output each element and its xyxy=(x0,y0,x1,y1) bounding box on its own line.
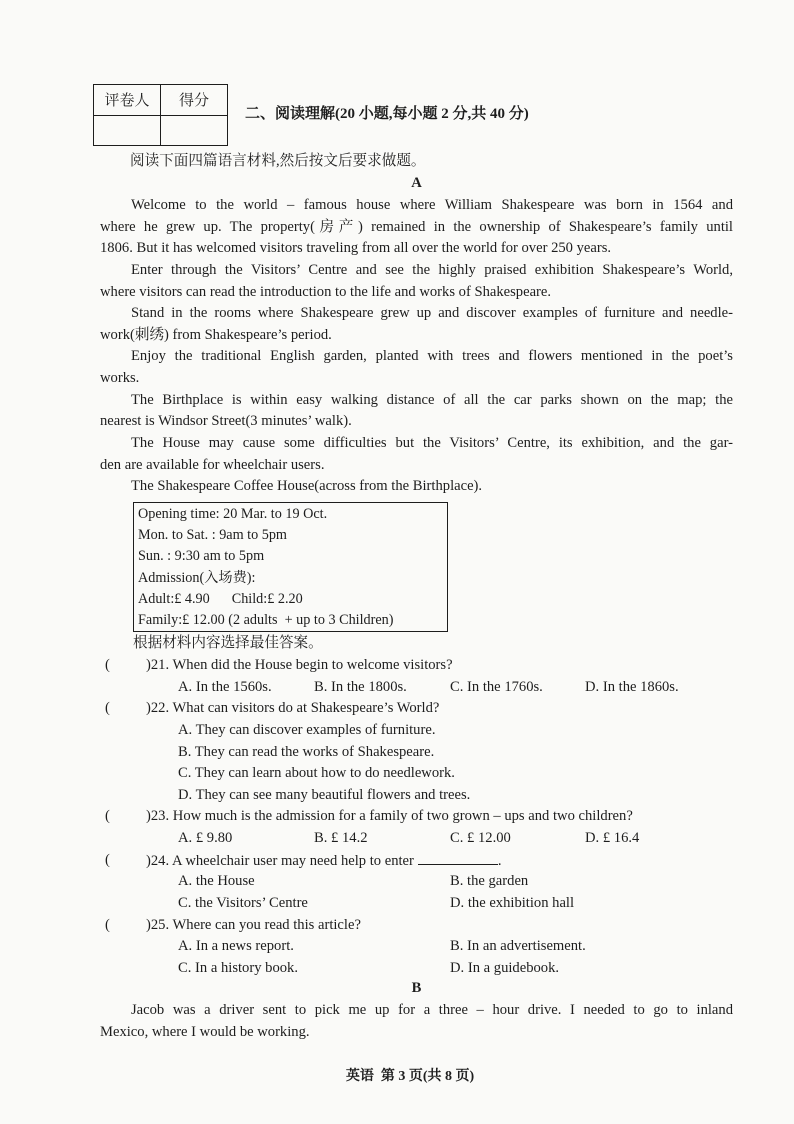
passage-a-paragraph xyxy=(100,433,733,476)
passage-a-label: A xyxy=(411,175,422,191)
answer-bracket-close: ) xyxy=(146,657,151,673)
family-price: Family:£ 12.00 (2 adults + up to 3 Children) xyxy=(138,611,394,628)
question-22-option-row xyxy=(100,785,733,807)
question-23 xyxy=(100,806,733,828)
question-list xyxy=(100,655,733,980)
passage-line: Enter through the Visitors’ Centre and see the highly praised exhibition Shakespeare’s World, xyxy=(131,261,733,278)
passage-line: Stand in the rooms where Shakespeare grew up and discover examples of furniture and needle- xyxy=(131,305,733,322)
score-cell xyxy=(161,115,228,146)
option-21-b: B. In the 1800s. xyxy=(314,678,407,695)
question-22-option-row xyxy=(100,742,733,764)
option-24-d: D. the exhibition hall xyxy=(450,895,575,912)
score-table-header-row xyxy=(94,85,228,116)
answer-bracket-close: ) xyxy=(146,700,151,717)
passage-line: The House may cause some difficulties but the Visitors’ Centre, its exhibition, and the gar- xyxy=(131,435,733,452)
question-stem: How much is the admission for a family of two grown – ups and two children? xyxy=(172,808,633,825)
fill-in-blank xyxy=(418,850,498,865)
individual-prices xyxy=(138,589,447,610)
section-title: 二、阅读理解(20 小题,每小题 2 分,共 40 分) xyxy=(245,106,529,122)
question-21 xyxy=(100,655,733,677)
question-25 xyxy=(100,915,733,937)
child-price: Child:£ 2.20 xyxy=(231,590,303,607)
question-22 xyxy=(100,698,733,720)
option-23-b: B. £ 14.2 xyxy=(314,830,368,847)
question-24 xyxy=(100,850,733,872)
option-22-a: A. They can discover examples of furniture. xyxy=(178,721,436,738)
question-22-option-row xyxy=(100,763,733,785)
option-21-c: C. In the 1760s. xyxy=(450,678,543,695)
question-21-options xyxy=(100,677,733,699)
answer-bracket-open: ( xyxy=(105,851,110,868)
answer-bracket-open: ( xyxy=(105,657,110,673)
passage-line: The Shakespeare Coffee House(across from the Birthplace). xyxy=(131,478,483,495)
admission-label: Admission(入场费): xyxy=(138,569,256,586)
option-21-d: D. In the 1860s. xyxy=(585,678,679,695)
coffee-house-info-box xyxy=(133,502,448,632)
option-25-c: C. In a history book. xyxy=(178,959,298,976)
passage-line: Mexico, where I would be working. xyxy=(100,1023,310,1040)
question-number: 23. xyxy=(150,808,170,825)
passage-line: works. xyxy=(100,370,140,387)
passage-line: den are available for wheelchair users. xyxy=(100,456,325,473)
passage-line: nearest is Windsor Street(3 minutes’ walk). xyxy=(100,413,352,430)
weekday-hours: Mon. to Sat. : 9am to 5pm xyxy=(138,527,287,544)
option-23-c: C. £ 12.00 xyxy=(450,830,511,847)
question-23-options xyxy=(100,828,733,850)
passage-line: Enjoy the traditional English garden, planted with trees and flowers mentioned in the poet’s xyxy=(131,348,733,365)
passage-line: Welcome to the world – famous house where William Shakespeare was born in 1564 and xyxy=(131,197,733,213)
question-number: 25. xyxy=(150,916,170,933)
sunday-hours: Sun. : 9:30 am to 5pm xyxy=(138,548,265,565)
passage-b-paragraph xyxy=(100,1000,733,1043)
question-24-option-row xyxy=(100,893,733,915)
question-stem: What can visitors do at Shakespeare’s World? xyxy=(172,700,440,717)
score-table xyxy=(93,84,228,146)
option-24-c: C. the Visitors’ Centre xyxy=(178,895,308,912)
grader-header: 评卷人 xyxy=(94,85,161,116)
reading-instruction: 阅读下面四篇语言材料,然后按文后要求做题。 xyxy=(130,153,426,169)
answer-bracket-open: ( xyxy=(105,916,110,933)
adult-price: Adult:£ 4.90 xyxy=(138,590,210,607)
answer-bracket-open: ( xyxy=(105,700,110,717)
passage-line: work(刺绣) from Shakespeare’s period. xyxy=(100,326,332,343)
option-23-a: A. £ 9.80 xyxy=(178,830,233,847)
question-number: 24. xyxy=(150,852,170,869)
question-number: 21. xyxy=(150,657,170,673)
option-22-b: B. They can read the works of Shakespeare. xyxy=(178,743,435,760)
passage-line: The Birthplace is within easy walking distance of all the car parks shown on the map; the xyxy=(131,391,733,408)
question-25-stem-line xyxy=(146,915,361,937)
passage-a-paragraph xyxy=(100,476,733,498)
passage-a-paragraph xyxy=(100,303,733,346)
question-23-stem-line xyxy=(146,806,633,828)
passage-a xyxy=(100,195,733,498)
passage-a-paragraph xyxy=(100,390,733,433)
question-number: 22. xyxy=(150,700,170,717)
mcq-instruction: 根据材料内容选择最佳答案。 xyxy=(133,635,323,651)
question-21-stem-line xyxy=(146,655,453,677)
answer-bracket-close: ) xyxy=(146,808,151,825)
passage-b-label: B xyxy=(411,980,422,996)
passage-line: where visitors can read the introduction to the life and works of Shakespeare. xyxy=(100,283,552,300)
option-21-a: A. In the 1560s. xyxy=(178,678,272,695)
option-22-c: C. They can learn about how to do needlework. xyxy=(178,765,455,782)
passage-a-paragraph xyxy=(100,195,733,260)
passage-line: Jacob was a driver sent to pick me up for a three – hour drive. I needed to go to inland xyxy=(131,1002,733,1018)
question-22-option-row xyxy=(100,720,733,742)
question-stem-end: . xyxy=(497,852,502,869)
score-header: 得分 xyxy=(161,85,228,116)
grader-cell xyxy=(94,115,161,146)
question-stem: Where can you read this article? xyxy=(172,916,361,933)
passage-a-paragraph xyxy=(100,346,733,389)
passage-line: 1806. But it has welcomed visitors traveling from all over the world for over 250 years. xyxy=(100,240,612,257)
option-25-b: B. In an advertisement. xyxy=(450,938,586,955)
option-23-d: D. £ 16.4 xyxy=(585,830,640,847)
score-table-entry-row xyxy=(94,115,228,146)
answer-bracket-open: ( xyxy=(105,808,110,825)
question-22-stem-line xyxy=(146,698,439,720)
option-24-b: B. the garden xyxy=(450,873,529,890)
option-25-d: D. In a guidebook. xyxy=(450,959,560,976)
option-24-a: A. the House xyxy=(178,873,255,890)
opening-time: Opening time: 20 Mar. to 19 Oct. xyxy=(138,506,328,522)
question-24-option-row xyxy=(100,871,733,893)
question-stem: A wheelchair user may need help to enter xyxy=(171,852,414,869)
passage-line: where he grew up. The property(房产) remained in the ownership of Shakespeare’s family until xyxy=(100,218,733,235)
passage-b xyxy=(100,1000,733,1043)
option-22-d: D. They can see many beautiful flowers and trees. xyxy=(178,786,471,803)
question-stem: When did the House begin to welcome visitors? xyxy=(172,657,453,673)
answer-bracket-close: ) xyxy=(146,852,151,869)
page-footer: 英语 第 3 页(共 8 页) xyxy=(345,1069,475,1084)
option-25-a: A. In a news report. xyxy=(178,938,294,955)
question-25-option-row xyxy=(100,936,733,958)
question-24-stem-line xyxy=(146,850,502,873)
passage-a-paragraph xyxy=(100,260,733,303)
answer-bracket-close: ) xyxy=(146,916,151,933)
